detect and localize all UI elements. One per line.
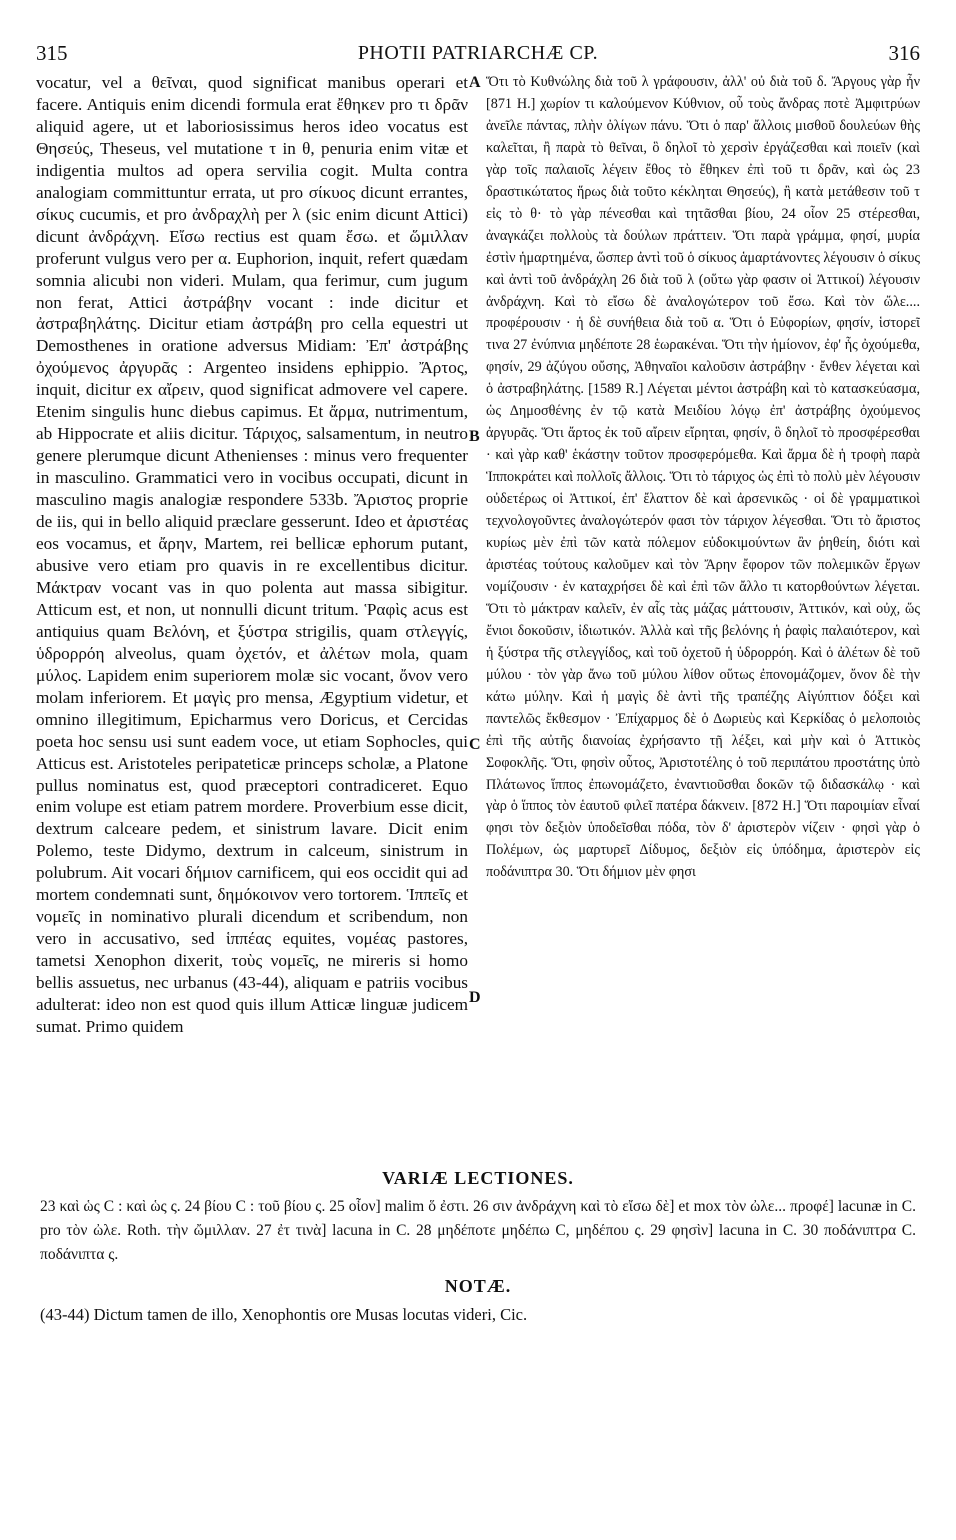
notae-text: (43-44) Dictum tamen de illo, Xenophontis ore Musas locutas videri, Cic. (40, 1305, 528, 1324)
margin-marker-b: B (469, 428, 480, 445)
margin-marker-c: C (469, 736, 481, 753)
margin-marker-d: D (469, 989, 481, 1006)
greek-text: Ὅτι τὸ Κυθνώλης διὰ τοῦ λ γράφουσιν, ἀλλ' οὐ διὰ τοῦ δ. Ἄργους γὰρ ἦν [871 H.] χωρίον τι καλούμενον Κύθνιον, οὗ τοὺς ἄνδρας ποτὲ Ἀμφιτρύων ἀνεῖλε πάντας, πλὴν ὀλίγων πάνυ. Ὅτι ὁ παρ' ἄλλοις μισθοῦ δουλεύων θὴς καλεῖται, ἢ παρὰ τὸ θεῖναι, ὃ δηλοῖ τὸ χερσὶν ἐργάζεσθαι καὶ ποιεῖν (καὶ γὰρ τοῖς παλαιοῖς λέγειν ἔθος τὸ ἔθηκεν ἐπὶ τοῦ τι δρᾶν, καὶ ὡς 23 δραστικώτατος ἥρως διὰ τοῦτο κέκληται Θησεύς), ἢ κατὰ μετάθεσιν τοῦ τ εἰς τὸ θ· τὸ γὰρ πένεσθαι καὶ τητᾶσθαι βίου, 24 οἷον 25 στέρεσθαι, ἀναγκάζει πολλοὺς τὰ δούλων πράττειν. Ὅτι παρὰ γράμμα, φησί, μυρία ἐστὶν ἡμαρτημένα, ὥσπερ ἀντὶ τοῦ ὁ σίκυος ἁμαρτάνοντες λέγουσιν ὁ σίκυς καὶ ἀντὶ τοῦ ἀνδράχλη 26 διὰ τοῦ λ (οὕτω γὰρ φασιν οἱ Ἀττικοί) λέγουσιν ἀνδράχνη. Καὶ τὸ εἴσω δὲ ἀναλογώτερον τοῦ ἔσω. Καὶ τὸν ὤλε.... προφέρουσιν · ἡ δὲ συνήθεια διὰ τοῦ α. Ὅτι ὁ Εὐφορίων, φησίν, ἱστορεῖ τινα 27 ἐνύπνια μηδέποτε 28 ἑωρακέναι. Ὅτι τὴν ἡμίονον, ἐφ' ἧς ὀχούμεθα, φησίν, 29 ἀζύγου οὔσης, Ἀθηναῖοι καλοῦσιν ἀστράβην · ἔνθεν λέγεται καὶ ὁ ἀστραβηλάτης. [1589 R.] Λέγεται μέντοι ἀστράβη καὶ τὸ κατασκεύασμα, ὡς Δημοσθένης ἐν τῷ κατὰ Μειδίου λόγῳ ἐπ' ἀστράβης ὀχούμενος ἀργυρᾶς. Ὅτι ἄρτος ἐκ τοῦ αἴρειν εἴρηται, φησίν, ὃ δηλοῖ τὸ προσφέρεσθαι · καὶ γὰρ καθ' ἑκάστην τοῦτον προσφερόμεθα. Καὶ ἄρμα δὲ ἡ τροφὴ παρὰ Ἱπποκράτει καὶ πολλοῖς ἄλλοις. Ὅτι τὸ τάριχος ὡς ἐπὶ τὸ πολὺ μὲν λέγουσιν οὐδετέρως οἱ Ἀττικοί, ἐπ' ἔλαττον δὲ καὶ ἀρσενικῶς · οἱ δὲ γραμματικοὶ τεχνολογοῦντες ἀναλογώτερόν φασι τὸν τάριχον λέγεσθαι. Ὅτι τὸ ἄριστος κυρίως μὲν ἐπὶ τῶν κατὰ πόλεμον εὐδοκιμούντων ἂν ῥηθείη, διότι καὶ ἀριστέας τούτους καλοῦμεν καὶ τὸν Ἄρην ἔφορον τῶν πολεμικῶν ἔργων νομίζουσιν · ἐν καταχρήσει δὲ καὶ ἐπὶ τῶν ἄλλο τι κατορθούντων λέγεται. Ὅτι τὸ μάκτραν καλεῖν, ἐν αἷς τὰς μάζας μάττουσιν, Ἀττικόν, καὶ οὐχ, ὥς ἔνιοι δοκοῦσιν, ἰδιωτικόν. Ἀλλὰ καὶ τῆς βελόνης ἡ ῥαφὶς παλαιότερον, καὶ ἡ ξύστρα τῆς στλεγγίδος, καὶ τοῦ ὀχετοῦ ἡ ὑδρορρόη. Καὶ ὁ ἀλέτων δὲ τοῦ μύλου · τὸν γὰρ ἄνω τοῦ μύλου λίθον οὕτως ἐπονομάζομεν, ὄνον δὲ τὴν κάτω μύλην. Καὶ ἡ μαγὶς δὲ ἀντὶ τῆς τραπέζης Αἰγύπτιον δόξει καὶ παντελῶς ἔκθεσμον · Ἐπίχαρμος δὲ ὁ Δωριεὺς καὶ Κερκίδας ὁ μελοποιὸς ἐπὶ τῆς αὐτῆς διανοίας ἐχρήσαντο τῇ λέξει, καὶ μὴν καὶ ὁ Ἀττικὸς Σοφοκλῆς. Ὅτι, φησὶν οὗτος, Ἀριστοτέλης ὁ τοῦ περιπάτου προστάτης ὑπὸ Πλάτωνος ἵππος ἐπωνομάζετο, ἐναντιοῦσθαι δοκῶν τῷ διδασκάλῳ · καὶ γὰρ ὁ ἵππος τὸν ἑαυτοῦ φιλεῖ πατέρα δάκνειν. [872 H.] Ὅτι παροιμίαν εἶναί φησι τὸν δεξιὸν ὑποδεῖσθαι πόδα, τὸν δ' ἀριστερὸν νίζειν · φησὶ γὰρ ὁ Πολέμων, ὡς μαρτυρεῖ Δίδυμος, δεξιὸν εἰς ὑπόδημα, ἀριστερὸν εἰς ποδάνιπτρα 30. Ὅτι δήμιον μὲν φησι (486, 74, 920, 881)
running-header (36, 38, 920, 68)
page-number-right: 316 (888, 40, 920, 65)
greek-column (486, 72, 920, 1168)
latin-text: vocatur, vel a θεῖναι, quod significat manibus operari et facere. Antiquis enim dicendi formula erat ἔθηκεν pro τι δρᾶν aliquid agere, ut et laboriosissimus heros ideo vocatus est Θησεύς, Theseus, vel mutatione τ in θ, penuria enim vitæ et indigentia multos ad opera servilia cogit. Multa contra analogiam committuntur errata, ut pro σίκυος dicunt errantes, σίκυς cucumis, et pro ἀνδραχλὴ per λ (sic enim dicunt Attici) dicunt ἀνδράχνη. Εἴσω rectius est quam ἔσω. et ὥμιλλαν proferunt vulgus vero per α. Euphorion, inquit, refert quædam somnia alicubi non videri. Mulam, qua ferimur, cum jugum non ferat, Attici ἀστράβην vocant : inde dicitur et ἀστραβηλάτης. Dicitur etiam ἀστράβη pro cella equestri ut Demosthenes in oratione adversus Midiam: Ἐπ' ἀστράβης ὀχούμενος ἀργυρᾶς : Argenteo insidens ephippio. Ἄρτος, inquit, dicitur ex αἴρειν, quod significat admovere vel capere. Etenim singulis hunc diebus capimus. Et ἄρμα, nutrimentum, ab Hippocrate et aliis dicitur. Τάριχος, salsamentum, in neutro genere plerumque dicunt Athenienses : minus vero frequenter in masculino. Grammatici vero in vocibus occupati, dicunt in masculino magis analogiæ respondere 533b. Ἄριστος proprie de iis, qui in bello aliquid præclare gesserunt. Ideo et ἀριστέας eos vocamus, et ἄρην, Martem, rei bellicæ ephorum putant, abusive vero etiam pro quavis in re excellentibus dicitur. Μάκτραν vocant vas in quo polenta aut massa sibigitur. Atticum est, et non, ut nonnulli dicunt tritum. Ῥαφὶς acus est antiquius quam Βελόνη, et ξύστρα strigilis, quam στλεγγίς, ὑδρορρόη alveolus, quam ὀχετόν, et ἀλέτων mola, quam μύλος. Lapidem enim superiorem molæ sic vocant, ὄνον vero molam inferiorem. Et μαγὶς pro mensa, Ægyptium videtur, et omnino illegitimum, Epicharmus vero Doricus, et Cercidas poeta hoc sensu usi sunt eadem voce, ut etiam Sophocles, qui Atticus est. Aristoteles peripateticæ princeps scholæ, a Platone pullus nominatus est, quod præceptori contradiceret. Equo enim volupe est etiam patrem mordere. Proverbium esse dicit, dextrum calceare pedem, et sinistrum lavare. Dicit enim Polemo, teste Didymo, dextrum in calceum, sinistrum in polubrum. Ait vocari δήμιον carnificem, qui eos occidit qui ad mortem condemnati sunt, δημόκοινον vero tortorem. Ἱππεῖς et νομεῖς in nominativo plurali dicendum et scribendum, non vero in accusativo, sed ἱππέας equites, νομέας pastores, tametsi Xenophon dixerit, τοὺς νομεῖς, ne mireris si homo bellis assuetus, nec urbanus (43-44), aliquam e patriis vocibus adulterat: ideo non est quod quis illum Atticæ linguæ judicem sumat. Primo quidem (36, 73, 468, 1036)
running-title: PHOTII PATRIARCHÆ CP. (357, 41, 599, 64)
variae-lectiones-text: 23 καὶ ὡς C : καὶ ὡς ς. 24 βίου C : τοῦ βίου ς. 25 οἷον] malim ὅ ἐστι. 26 σιν ἀνδράχνη καὶ τὸ εἴσω δὲ] et mox τὸν ὠλε... προφέ] lacunæ in C. pro τὸν ὠλε. Roth. τὴν ὤμιλλαν. 27 ἐτ τινὰ] lacuna in C. 28 μηδέποτε μηδέπω C, μηδέπου ς. 29 φησὶν] lacuna in C. 30 ποδάνιπτρα C. ποδάνιπτα ς. (40, 1198, 916, 1263)
page-number-left: 315 (36, 40, 68, 65)
margin-marker-a: A (469, 74, 481, 91)
variae-lectiones-heading: VARIÆ LECTIONES. (382, 1168, 574, 1188)
notae-heading: NOTÆ. (444, 1276, 512, 1296)
latin-column (36, 72, 468, 1168)
